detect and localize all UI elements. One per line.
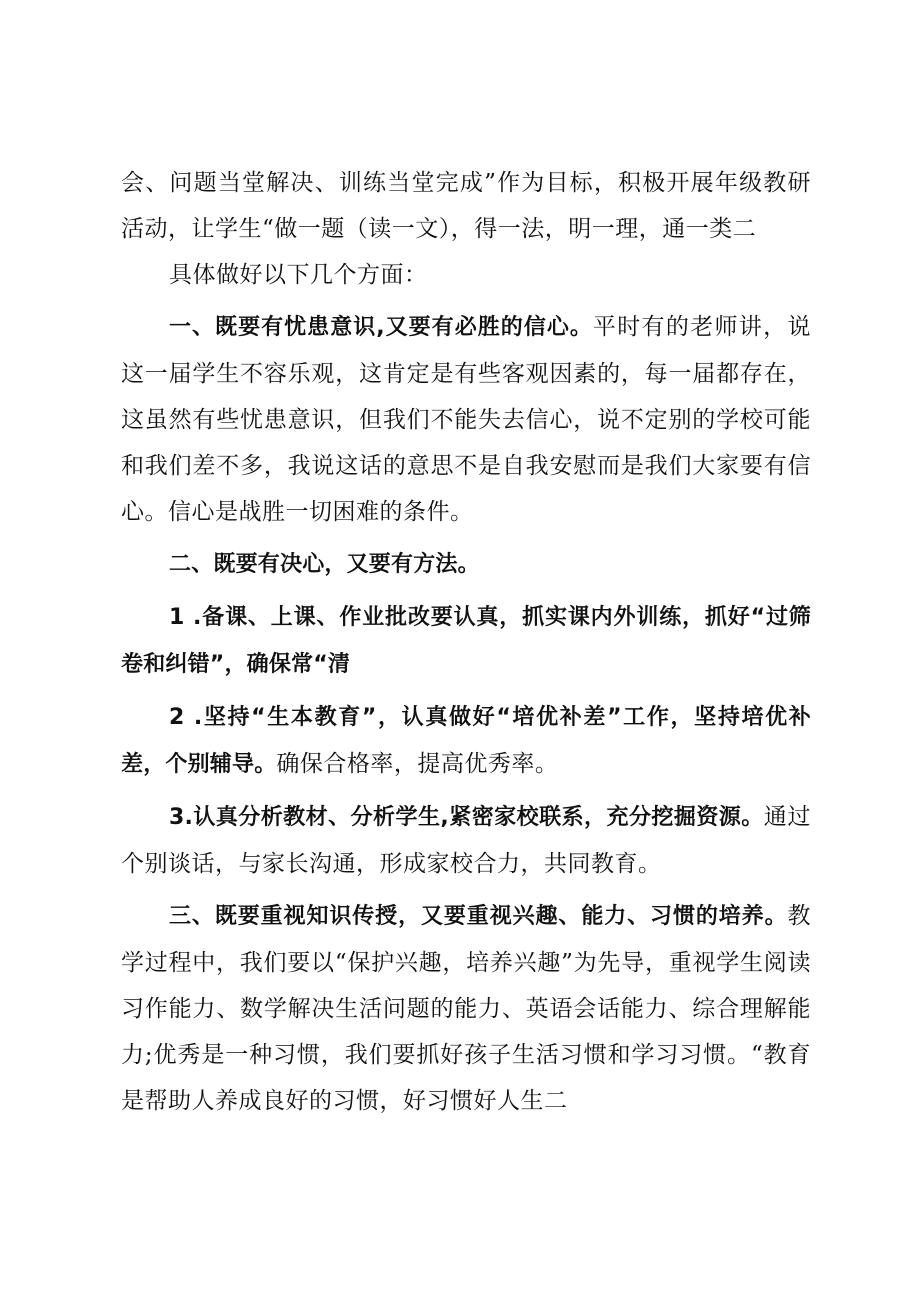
paragraph-text: 具体做好以下几个方面：	[169, 262, 428, 288]
paragraph-item-3	[121, 794, 811, 887]
section-heading: 二、既要有决心，又要有方法。	[169, 552, 480, 577]
paragraph-intro-continuation	[121, 160, 811, 252]
item-heading: 1 .备课、上课、作业批改要认真，抓实课内外训练，抓好“过筛卷和纠错”，确保常“清	[121, 605, 811, 677]
paragraph-text: 教学过程中，我们要以“保护兴趣，培养兴趣”为先导，重视学生阅读习作能力、数学解决生活问题的能力、英语会话能力、综合理解能力;优秀是一种习惯，我们要抓好孩子生活习惯和学习习惯。“教育是帮助人养成良好的习惯，好习惯好人生二	[121, 903, 811, 1114]
paragraph-text: 会、问题当堂解决、训练当堂完成”作为目标，积极开展年级教研活动，让学生“做一题（读一文），得一法，明一理，通一类二	[121, 170, 811, 242]
paragraph-section-3	[121, 893, 811, 1124]
section-heading: 三、既要重视知识传授，又要重视兴趣、能力、习惯的培养。	[169, 904, 788, 929]
item-heading: 2 .坚持“生本教育”，认真做好“培优补差”工作，坚持培优补差，个别辅导。	[121, 705, 811, 777]
paragraph-section-2	[121, 541, 811, 588]
paragraph-text: 通过个别谈话，与家长沟通，形成家校合力，共同教育。	[121, 804, 812, 877]
paragraph-text: 平时有的老师讲，说这一届学生不容乐观，这肯定是有些客观因素的，每一届都存在，这虽然有些忧患意识，但我们不能失去信心，说不定别的学校可能和我们差不多，我说这话的意思不是自我安慰而是我们大家要有信心。信心是战胜一切困难的条件。	[121, 314, 811, 525]
paragraph-overview	[121, 252, 811, 298]
paragraph-section-1	[121, 304, 811, 535]
document-page	[121, 160, 811, 1124]
paragraph-item-1	[121, 594, 811, 688]
paragraph-item-2	[121, 694, 811, 788]
paragraph-text: 确保合格率，提高优秀率。	[276, 751, 559, 777]
item-heading: 3.认真分析教材、分析学生,紧密家校联系，充分挖掘资源。	[169, 805, 764, 830]
section-heading: 一、既要有忧患意识,又要有必胜的信心。	[169, 315, 593, 340]
